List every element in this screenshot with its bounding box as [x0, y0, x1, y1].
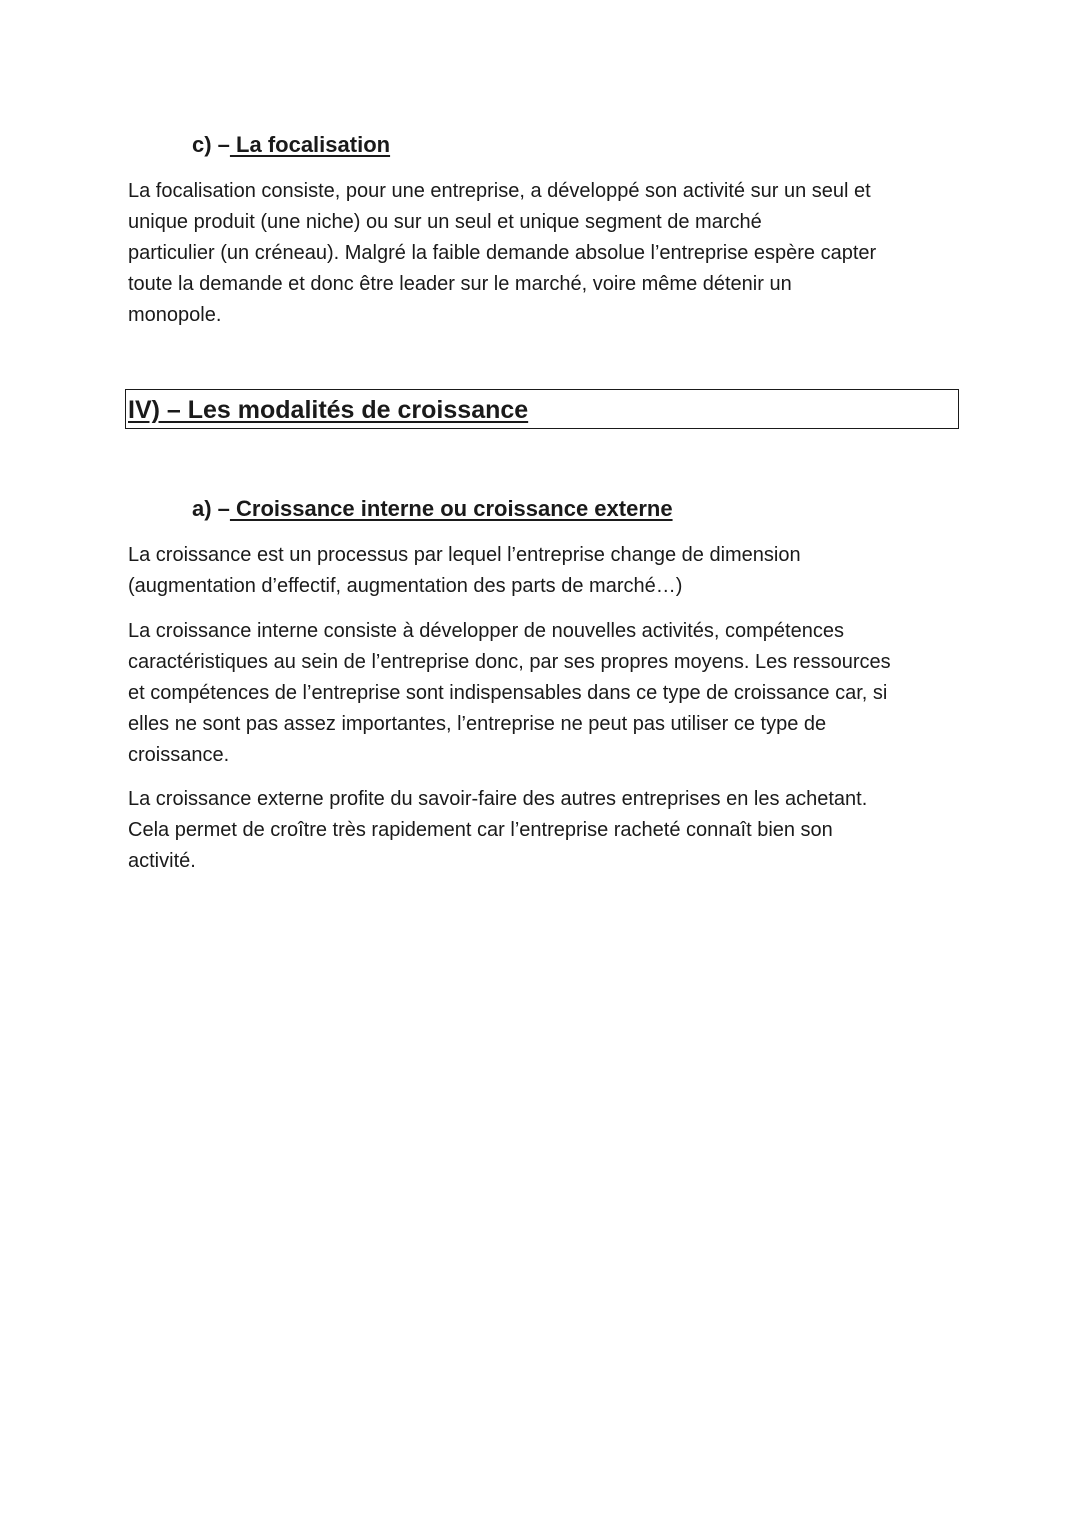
- subheading-prefix: c) –: [192, 132, 230, 157]
- paragraph-line: La croissance interne consiste à développer de nouvelles activités, compétences: [128, 620, 844, 642]
- subheading-title: Croissance interne ou croissance externe: [229, 496, 673, 521]
- paragraph-line: activité.: [128, 850, 196, 872]
- paragraph-line: La focalisation consiste, pour une entreprise, a développé son activité sur un seul et: [128, 180, 871, 202]
- subheading-croissance: [192, 495, 673, 523]
- paragraph-line: (augmentation d’effectif, augmentation des parts de marché…): [128, 575, 683, 597]
- paragraph-focalisation: [128, 176, 958, 331]
- paragraph-line: toute la demande et donc être leader sur le marché, voire même détenir un: [128, 273, 792, 295]
- subheading-focalisation: [192, 131, 390, 159]
- paragraph-croissance-externe: [128, 784, 958, 877]
- paragraph-line: Cela permet de croître très rapidement car l’entreprise racheté connaît bien son: [128, 819, 833, 841]
- paragraph-croissance-definition: [128, 540, 958, 602]
- paragraph-line: particulier (un créneau). Malgré la faible demande absolue l’entreprise espère capter: [128, 242, 877, 264]
- paragraph-croissance-interne: [128, 616, 958, 771]
- paragraph-line: elles ne sont pas assez importantes, l’entreprise ne peut pas utiliser ce type de: [128, 713, 827, 735]
- paragraph-line: La croissance externe profite du savoir-faire des autres entreprises en les achetant.: [128, 788, 868, 810]
- paragraph-line: monopole.: [128, 304, 222, 326]
- paragraph-line: unique produit (une niche) ou sur un seul et unique segment de marché: [128, 211, 762, 233]
- subheading-title: La focalisation: [229, 132, 391, 157]
- paragraph-line: croissance.: [128, 744, 230, 766]
- subheading-prefix: a) –: [192, 496, 230, 521]
- paragraph-line: et compétences de l’entreprise sont indispensables dans ce type de croissance car, si: [128, 682, 888, 704]
- section-heading: IV) – Les modalités de croissance: [128, 396, 529, 424]
- section-heading-box: [125, 389, 959, 429]
- paragraph-line: La croissance est un processus par lequel l’entreprise change de dimension: [128, 544, 801, 566]
- paragraph-line: caractéristiques au sein de l’entreprise donc, par ses propres moyens. Les ressources: [128, 651, 891, 673]
